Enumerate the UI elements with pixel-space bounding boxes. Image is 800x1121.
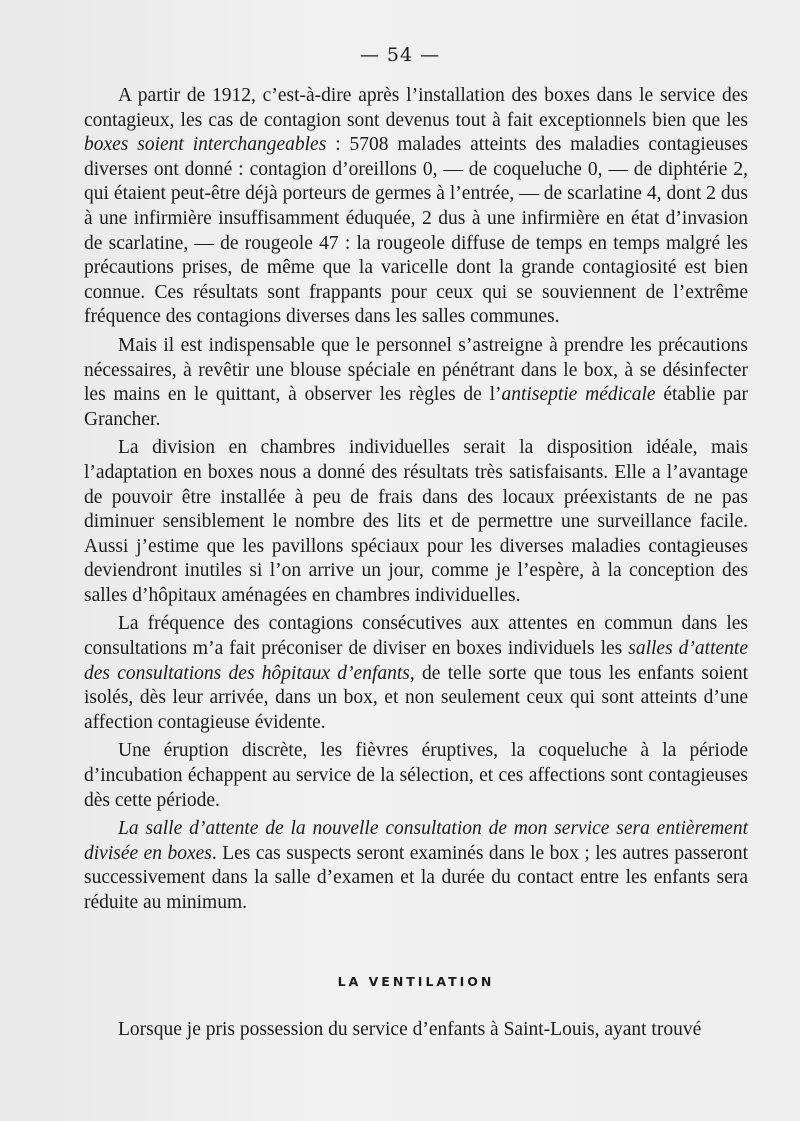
paragraph xyxy=(84,612,748,735)
italic-run: La salle d’attente de la nouvelle consultation de mon service sera entièrement divisée en boxes xyxy=(84,818,748,864)
paragraph xyxy=(84,436,748,608)
text-run: A partir de 1912, c’est-à-dire après l’installation des boxes dans le service des contagieux, les cas de contagion sont devenus tout à fait exceptionnels bien que les xyxy=(84,85,748,131)
paragraph: Lorsque je pris possession du service d’enfants à Saint-Louis, ayant trouvé xyxy=(118,1019,702,1041)
section-heading: LA VENTILATION xyxy=(337,973,495,989)
italic-run: antiseptie médicale xyxy=(501,384,656,406)
paragraph xyxy=(84,334,748,432)
text-run: Une éruption discrète, les fièvres éruptives, la coqueluche à la période d’incubation échappent au service de la sélection, et ces affections sont contagieuses dès cette période. xyxy=(84,740,748,811)
text-run: La fréquence des contagions consécutives aux attentes en commun dans les consultations m’a fait préconiser de diviser en boxes individuels les xyxy=(84,613,748,660)
paragraph xyxy=(84,84,748,330)
paragraph xyxy=(84,817,748,915)
body-text xyxy=(84,84,748,1047)
paragraph xyxy=(84,739,748,813)
text-run: établie par Grancher. xyxy=(84,384,749,430)
text-run: La division en chambres individuelles serait la disposition idéale, mais l’adaptation en boxes nous a donné des résultats très satisfaisants. Elle a l’avantage de pouvoir être installée à peu de frais dans des locaux préexistants de ne pas diminuer sensiblement le nombre des lits et de permettre une surveillance facile. Aussi j’estime que les pavillons spéciaux pour les diverses maladies contagieuses deviendront inutiles si l’on arrive un jour, comme je l’espère, à la conception des salles d’hôpitaux aménagées en chambres individuelles. xyxy=(84,437,748,606)
italic-run: salles d’attente des consultations des hôpitaux d’enfants xyxy=(84,638,748,684)
text-run: . Les cas suspects seront examinés dans le box ; les autres passeront successivement dans la salle d’examen et la durée du contact entre les enfants sera réduite au minimum. xyxy=(84,842,748,913)
page-number: — 54 — xyxy=(359,44,441,66)
text-run: , de telle sorte que tous les enfants soient isolés, dès leur arrivée, dans un box, et non seulement ceux qui sont atteints d’une affection contagieuse évidente. xyxy=(84,662,748,733)
text-run: : 5708 malades atteints des maladies contagieuses diverses ont donné : contagion d’oreillons 0, — de coqueluche 0, — de diphtérie 2, qui étaient peut-être déjà porteurs de germes à l’entrée, — de scarlatine 4, dont 2 dus à une infirmière insuffisamment éduquée, 2 dus à une infirmière en état d’invasion de scarlatine, — de rougeole 47 : la rougeole diffuse de temps en temps malgré les précautions prises, de même que la varicelle dont la grande contagiosité est bien connue. Ces résultats sont frappants pour ceux qui se souviennent de l’extrême fréquence des contagions diverses dans les salles communes. xyxy=(84,134,748,328)
text-run: Mais il est indispensable que le personnel s’astreigne à prendre les précautions nécessaires, à revêtir une blouse spéciale en pénétrant dans le box, à se désinfecter les mains en le quittant, à observer les règles de l’ xyxy=(84,334,748,406)
paragraph-list xyxy=(84,84,748,916)
italic-run: boxes soient interchangeables xyxy=(84,134,327,156)
